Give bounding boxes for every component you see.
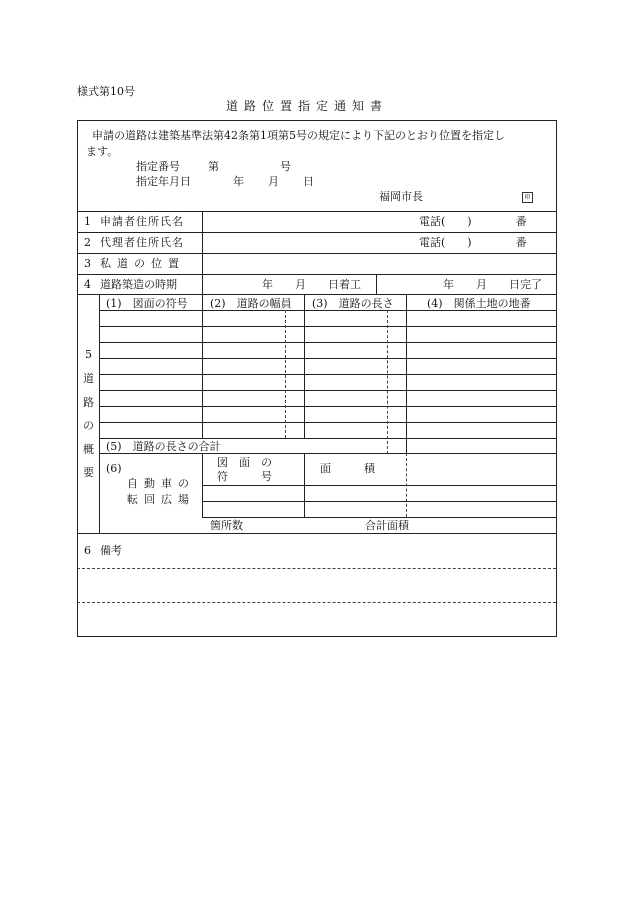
- designation-number-label: 指定番号: [136, 160, 180, 173]
- total-area-label: 合計面積: [365, 519, 409, 532]
- row-3-number: 3: [84, 257, 91, 270]
- construction-start: 年 月 日着工: [262, 278, 361, 291]
- designation-number-suffix: 号: [280, 160, 291, 173]
- total-length-label: (5) 道路の長さの合計: [106, 440, 221, 453]
- section-5-number: 5: [85, 348, 92, 361]
- turnaround-label-2: 転回広場: [127, 493, 195, 506]
- header-road-length: (3) 道路の長さ: [312, 297, 394, 310]
- designation-date-month: 月: [268, 175, 279, 188]
- designation-date-year: 年: [233, 175, 244, 188]
- mayor-label: 福岡市長: [379, 190, 423, 203]
- area-header: 面 積: [320, 462, 375, 475]
- agent-phone: 電話( ) 番: [419, 236, 527, 249]
- turnaround-label-1: 自動車の: [127, 477, 195, 490]
- turnaround-number: (6): [106, 462, 122, 475]
- form-frame: [77, 120, 557, 637]
- designation-date-day: 日: [303, 175, 314, 188]
- form-number: 様式第10号: [77, 85, 135, 98]
- period-label: 道路築造の時期: [100, 278, 177, 291]
- location-label: 私道の位置: [100, 257, 185, 270]
- section-5-char-4: 概: [83, 443, 94, 456]
- agent-label: 代理者住所氏名: [100, 236, 184, 249]
- row-1-number: 1: [84, 215, 91, 228]
- row-4-number: 4: [84, 278, 91, 291]
- designation-date-label: 指定年月日: [136, 175, 191, 188]
- applicant-phone: 電話( ) 番: [419, 215, 527, 228]
- page-title: 道路位置指定通知書: [226, 99, 389, 113]
- header-road-width: (2) 道路の幅員: [210, 297, 292, 310]
- row-2-number: 2: [84, 236, 91, 249]
- symbol-header-2: 符 号: [217, 470, 272, 483]
- section-5-char-3: の: [83, 419, 94, 432]
- section-5-char-5: 要: [83, 466, 94, 479]
- notice-line-2: ます。: [86, 145, 119, 158]
- header-drawing-symbol: (1) 図面の符号: [106, 297, 188, 310]
- count-label: 箇所数: [210, 519, 243, 532]
- notice-line-1: 申請の道路は建築基準法第42条第1項第5号の規定により下記のとおり位置を指定し: [92, 129, 505, 142]
- section-5-char-1: 道: [83, 372, 94, 385]
- header-lot-numbers: (4) 関係土地の地番: [427, 297, 531, 310]
- remarks-number: 6: [84, 544, 91, 557]
- construction-end: 年 月 日完了: [443, 278, 542, 291]
- seal-mark: 印: [522, 192, 533, 203]
- symbol-header-1: 図 面 の: [217, 456, 272, 469]
- designation-number-prefix: 第: [208, 160, 219, 173]
- remarks-label: 備考: [100, 544, 122, 557]
- section-5-char-2: 路: [83, 396, 94, 409]
- applicant-label: 申請者住所氏名: [100, 215, 184, 228]
